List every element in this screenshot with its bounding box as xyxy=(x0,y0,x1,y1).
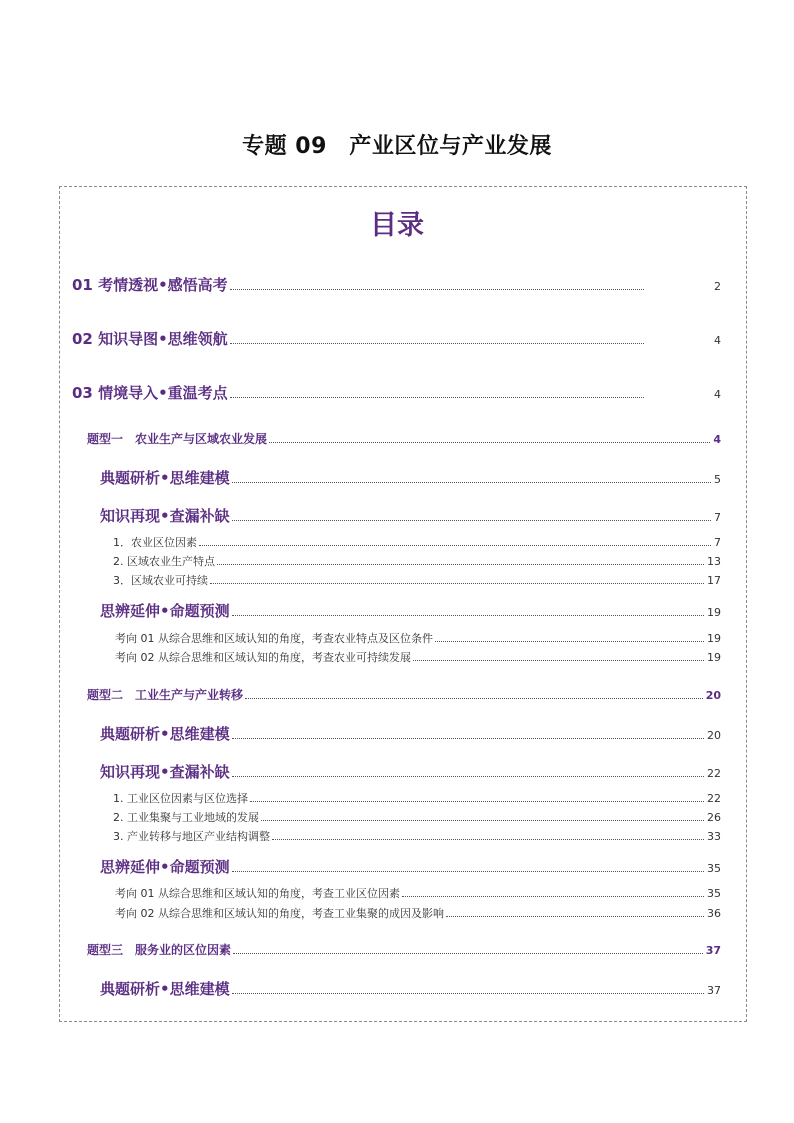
toc-entry-label: 1. 工业区位因素与区位选择 xyxy=(113,792,248,805)
toc-entry-label: 典题研析•思维建模 xyxy=(100,725,230,743)
toc-entry-page: 37 xyxy=(705,944,721,957)
toc-entry-page: 19 xyxy=(707,651,721,664)
toc-entry-item[interactable] xyxy=(115,885,721,901)
leader-dots xyxy=(435,641,704,642)
toc-entry-page: 35 xyxy=(707,887,721,900)
toc-entry-page: 22 xyxy=(707,767,721,780)
toc-entry-section-03[interactable] xyxy=(72,382,721,403)
leader-dots xyxy=(217,564,704,565)
toc-entry-page: 5 xyxy=(714,473,721,486)
toc-entry-page: 35 xyxy=(707,862,721,875)
toc-entry-page: 19 xyxy=(707,632,721,645)
leader-dots xyxy=(230,343,644,344)
toc-entry-page: 2 xyxy=(714,280,721,293)
toc-entry-page: 7 xyxy=(714,511,721,524)
toc-entry-page: 20 xyxy=(707,729,721,742)
toc-entry-label: 思辨延伸•命题预测 xyxy=(100,602,230,620)
toc-entry-subsection[interactable] xyxy=(100,600,721,621)
toc-entry-page: 17 xyxy=(707,574,721,587)
toc-entry-label: 2. 区域农业生产特点 xyxy=(113,555,215,568)
leader-dots xyxy=(230,289,644,290)
toc-entry-subsection[interactable] xyxy=(100,723,721,744)
toc-entry-item[interactable] xyxy=(115,649,721,665)
toc-entry-label: 考向 02 从综合思维和区域认知的角度，考查工业集聚的成因及影响 xyxy=(115,907,444,920)
leader-dots xyxy=(232,993,704,994)
leader-dots xyxy=(233,953,703,954)
toc-entry-page: 19 xyxy=(707,606,721,619)
toc-entry-section-01[interactable] xyxy=(72,274,721,295)
leader-dots xyxy=(402,896,704,897)
toc-entry-label: 03 情境导入•重温考点 xyxy=(72,384,228,402)
toc-entry-label: 02 知识导图•思维领航 xyxy=(72,330,228,348)
toc-entry-label: 题型二 工业生产与产业转移 xyxy=(87,688,244,702)
toc-entry-topic-2[interactable] xyxy=(87,686,721,703)
leader-dots xyxy=(232,615,704,616)
leader-dots xyxy=(210,583,704,584)
toc-entry-label: 01 考情透视•感悟高考 xyxy=(72,276,228,294)
toc-entry-item[interactable] xyxy=(115,905,721,921)
leader-dots xyxy=(232,738,704,739)
toc-entry-page: 13 xyxy=(707,555,721,568)
toc-entry-label: 知识再现•查漏补缺 xyxy=(100,507,230,525)
leader-dots xyxy=(232,520,711,521)
toc-entry-subsection[interactable] xyxy=(100,978,721,999)
toc-entry-subsection[interactable] xyxy=(100,505,721,526)
toc-entry-label: 考向 01 从综合思维和区域认知的角度，考查工业区位因素 xyxy=(115,887,400,900)
toc-entry-item[interactable] xyxy=(113,534,721,550)
toc-entry-label: 3. 产业转移与地区产业结构调整 xyxy=(113,830,270,843)
toc-entry-page: 22 xyxy=(707,792,721,805)
toc-entry-label: 知识再现•查漏补缺 xyxy=(100,763,230,781)
toc-entry-label: 题型三 服务业的区位因素 xyxy=(87,943,232,957)
toc-entry-page: 36 xyxy=(707,907,721,920)
leader-dots xyxy=(446,916,704,917)
toc-entry-label: 1．农业区位因素 xyxy=(113,536,197,549)
toc-entry-label: 典题研析•思维建模 xyxy=(100,469,230,487)
leader-dots xyxy=(232,871,704,872)
toc-entry-label: 典题研析•思维建模 xyxy=(100,980,230,998)
toc-entry-topic-3[interactable] xyxy=(87,941,721,958)
toc-entry-item[interactable] xyxy=(113,828,721,844)
toc-heading: 目录 xyxy=(370,210,424,241)
toc-entry-page: 7 xyxy=(714,536,721,549)
document-title: 专题 09 产业区位与产业发展 xyxy=(242,134,552,159)
leader-dots xyxy=(232,482,711,483)
toc-entry-page: 37 xyxy=(707,984,721,997)
toc-entry-subsection[interactable] xyxy=(100,761,721,782)
toc-entry-label: 思辨延伸•命题预测 xyxy=(100,858,230,876)
leader-dots xyxy=(245,698,703,699)
toc-entry-label: 题型一 农业生产与区域农业发展 xyxy=(87,432,268,446)
toc-entry-item[interactable] xyxy=(113,572,721,588)
toc-entry-item[interactable] xyxy=(113,553,721,569)
leader-dots xyxy=(250,801,704,802)
toc-entry-page: 4 xyxy=(714,388,721,401)
toc-entry-page: 20 xyxy=(705,689,721,702)
toc-entry-item[interactable] xyxy=(113,809,721,825)
leader-dots xyxy=(232,776,704,777)
toc-entry-item[interactable] xyxy=(113,790,721,806)
leader-dots xyxy=(261,820,704,821)
toc-entry-item[interactable] xyxy=(115,630,721,646)
toc-entry-label: 3．区域农业可持续 xyxy=(113,574,208,587)
leader-dots xyxy=(199,545,711,546)
toc-entry-label: 考向 01 从综合思维和区域认知的角度，考查农业特点及区位条件 xyxy=(115,632,433,645)
toc-entry-page: 33 xyxy=(707,830,721,843)
leader-dots xyxy=(413,660,704,661)
leader-dots xyxy=(230,397,644,398)
toc-entry-subsection[interactable] xyxy=(100,856,721,877)
toc-entry-page: 26 xyxy=(707,811,721,824)
toc-entry-section-02[interactable] xyxy=(72,328,721,349)
toc-entry-label: 2. 工业集聚与工业地域的发展 xyxy=(113,811,259,824)
toc-entry-label: 考向 02 从综合思维和区域认知的角度，考查农业可持续发展 xyxy=(115,651,411,664)
toc-entry-page: 4 xyxy=(714,334,721,347)
toc-entry-subsection[interactable] xyxy=(100,467,721,488)
toc-entry-page: 4 xyxy=(713,433,721,446)
toc-entry-topic-1[interactable] xyxy=(87,430,721,447)
leader-dots xyxy=(269,442,710,443)
leader-dots xyxy=(272,839,704,840)
